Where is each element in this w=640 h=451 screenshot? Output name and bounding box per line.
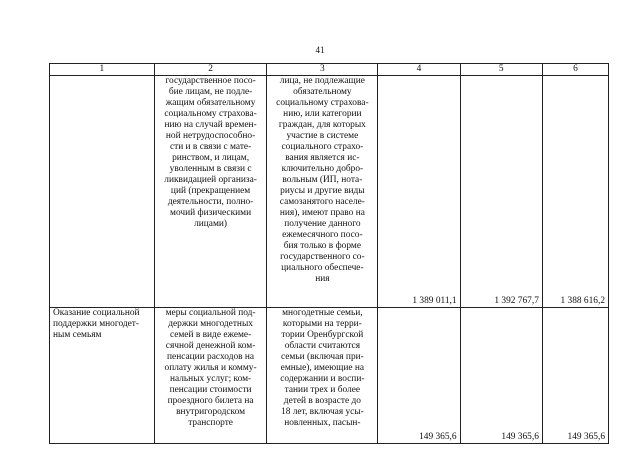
cell-line: ной нетрудоспособно-: [165, 131, 256, 141]
amount-year-1-cell: 1 389 011,1: [378, 76, 460, 308]
cell-line: пенсации расходов на: [167, 352, 255, 362]
measure-description-cell: [154, 76, 267, 308]
cell-line: ключительно добро-: [281, 164, 364, 174]
cell-line: ций (прекращением: [170, 186, 251, 196]
cell-line: бия только в форме: [283, 241, 361, 251]
recipients-cell: [267, 76, 378, 308]
table-header-row: [50, 64, 609, 76]
table-row: [50, 308, 609, 444]
cell-line: вольным (ИП, нота-: [282, 175, 363, 185]
cell-line: уволенным в связи с: [169, 164, 252, 174]
cell-line: ежемесячного посо-: [282, 230, 363, 240]
cell-line: социальному страхова-: [276, 98, 369, 108]
cell-line: тории Оренбургской: [281, 330, 364, 340]
cell-line: поддержки многодет-: [53, 319, 140, 329]
cell-line: государственное посо-: [165, 76, 256, 86]
cell-line: тании трех и более: [284, 385, 361, 395]
cell-line: ния: [315, 274, 330, 284]
amount-year-3-cell: 149 365,6: [542, 308, 608, 444]
cell-line: циального обеспече-: [281, 263, 364, 273]
cell-line: социального страхо-: [281, 142, 364, 152]
cell-line: транспорте: [188, 418, 233, 428]
cell-line: новленных, пасын-: [284, 418, 361, 428]
cell-line: держки многодетных: [168, 319, 253, 329]
cell-line: нальных услуг; ком-: [169, 374, 252, 384]
cell-line: мочий физическими: [170, 208, 252, 218]
cell-line: сти и в связи с мате-: [169, 142, 252, 152]
recipients-cell: [267, 308, 378, 444]
cell-line: риусы и другие виды: [280, 186, 365, 196]
amount-year-2-cell: 1 392 767,7: [460, 76, 542, 308]
cell-line: Оказание социальной: [53, 308, 140, 318]
amount-year-3-cell: 1 388 616,2: [542, 76, 608, 308]
cell-line: государственного со-: [280, 252, 365, 262]
budget-table: [49, 63, 609, 444]
cell-line: ния), имеют право на: [279, 208, 365, 218]
amount-year-1-cell: 149 365,6: [378, 308, 460, 444]
cell-line: бие лицам, не подле-: [168, 87, 253, 97]
header-cell-6: 6: [542, 64, 608, 76]
cell-line: нию, или категории: [283, 109, 362, 119]
cell-line: емные), имеющие на: [280, 363, 365, 373]
recipients-text: [270, 308, 374, 429]
cell-line: 18 лет, включая усы-: [281, 407, 364, 417]
table-row: [50, 76, 609, 308]
cell-line: многодетные семьи,: [282, 308, 363, 318]
cell-line: граждан, для которых: [278, 120, 366, 130]
cell-line: пенсации стоимости: [169, 385, 252, 395]
amount-year-2-cell: 149 365,6: [460, 308, 542, 444]
cell-line: участие в системе: [286, 131, 359, 141]
cell-line: ринством, и лицам,: [172, 153, 250, 163]
cell-line: семьи (включая при-: [280, 352, 364, 362]
cell-line: семей в виде ежеме-: [169, 330, 252, 340]
cell-line: сячной денежной ком-: [165, 341, 256, 351]
cell-line: детей в возрасте до: [283, 396, 361, 406]
cell-line: оплату жилья и комму-: [164, 363, 257, 373]
cell-line: социальному страхова-: [164, 109, 257, 119]
cell-line: обязательному: [293, 87, 352, 97]
cell-line: ным семьям: [53, 330, 102, 340]
cell-line: деятельности, полно-: [167, 197, 254, 207]
header-cell-2: 2: [154, 64, 267, 76]
cell-line: жащим обязательному: [165, 98, 256, 108]
row-name-cell: [50, 308, 155, 444]
header-cell-3: 3: [267, 64, 378, 76]
recipients-text: [270, 76, 374, 285]
header-cell-5: 5: [460, 64, 542, 76]
cell-line: нию на случай времен-: [164, 120, 257, 130]
measure-description-text: [158, 76, 264, 230]
header-cell-4: 4: [378, 64, 460, 76]
cell-line: содержании и воспи-: [280, 374, 365, 384]
measure-description-cell: [154, 308, 267, 444]
cell-line: проездного билета на: [167, 396, 254, 406]
cell-line: лица, не подлежащие: [279, 76, 365, 86]
cell-line: лицами): [194, 219, 228, 229]
header-cell-1: 1: [50, 64, 155, 76]
row-name-cell: [50, 76, 155, 308]
row-name-text: [53, 308, 151, 341]
cell-line: ликвидацией организа-: [164, 175, 257, 185]
cell-line: которыми на терри-: [282, 319, 362, 329]
measure-description-text: [158, 308, 264, 429]
cell-line: вания является ис-: [285, 153, 360, 163]
page-number: 41: [315, 45, 325, 55]
cell-line: самозанятого населе-: [279, 197, 365, 207]
cell-line: меры социальной под-: [165, 308, 256, 318]
cell-line: области считаются: [284, 341, 361, 351]
cell-line: получение данного: [284, 219, 361, 229]
cell-line: внутригородском: [176, 407, 246, 417]
